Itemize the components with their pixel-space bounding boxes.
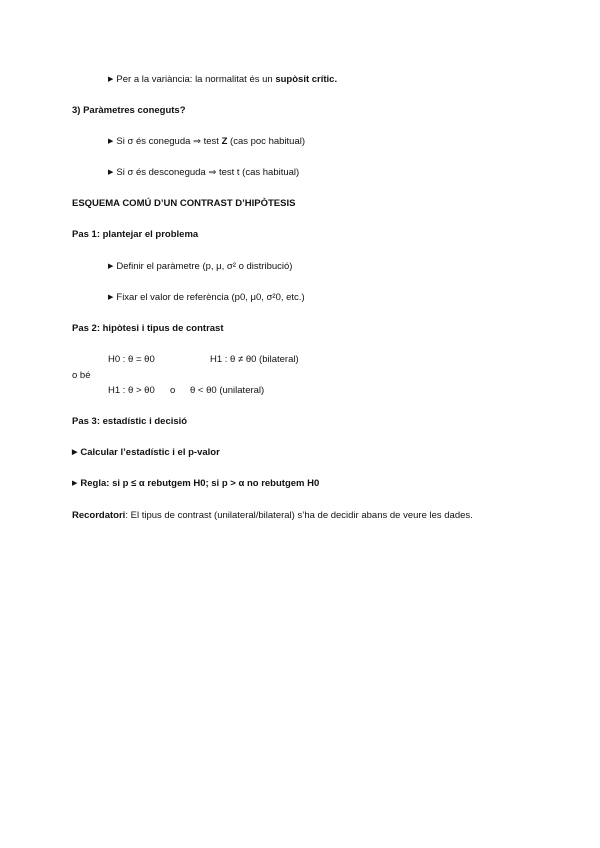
or-text: o — [170, 385, 176, 396]
step2-heading — [72, 323, 224, 335]
define-parameter-text: Definir el paràmetre (p, μ, σ² o distribució) — [116, 261, 293, 272]
hypothesis-line-unilateral-b — [190, 385, 264, 397]
or-else-text — [72, 370, 91, 382]
hypothesis-line-bilateral-alt — [210, 354, 299, 366]
rule-text: : si p ≤ α rebutgem H0; si p > α no rebutgem H0 — [106, 478, 320, 489]
bullet-line-calculate — [72, 447, 220, 459]
bullet-line-variance — [108, 74, 337, 86]
hypothesis-or — [170, 385, 175, 397]
bullet-line-reference-value — [108, 292, 305, 304]
bullet-line-rule — [72, 478, 319, 490]
bullet-icon: ▶ — [72, 480, 78, 487]
null-hypothesis: H0 : θ = θ0 — [108, 354, 155, 365]
step1-heading — [72, 229, 198, 241]
hypothesis-line-bilateral — [108, 354, 155, 366]
step2-label: Pas 2 — [72, 323, 97, 334]
step1-label: Pas 1 — [72, 229, 97, 240]
bullet-icon: ▶ — [108, 76, 114, 83]
sigma-known-bold: Z — [221, 136, 228, 147]
schema-heading — [72, 198, 295, 210]
step3-label: Pas 3 — [72, 416, 97, 427]
reminder-label: Recordatori — [72, 510, 126, 521]
section-heading: 3) Paràmetres coneguts? — [72, 105, 186, 116]
alt-hypothesis-bilateral: H1 : θ ≠ θ0 (bilateral) — [210, 354, 299, 365]
bullet-line-sigma-unknown — [108, 167, 299, 179]
variance-note-text: Per a la variància: la normalitat és un — [116, 74, 276, 85]
schema-heading-text: ESQUEMA COMÚ D’UN CONTRAST D’HIPÒTESIS — [72, 198, 296, 209]
step3-heading — [72, 416, 187, 428]
step1-text: : plantejar el problema — [96, 229, 199, 240]
alt-hypothesis-less: θ < θ0 (unilateral) — [190, 385, 265, 396]
bullet-line-sigma-known — [108, 136, 305, 148]
calculate-text: Calcular l’estadístic i el p-valor — [80, 447, 220, 458]
sigma-known-text: Si σ és coneguda ⇒ test — [116, 136, 222, 147]
step3-text: : estadístic i decisió — [96, 416, 188, 427]
bullet-icon: ▶ — [108, 138, 114, 145]
section-known-parameters — [72, 105, 186, 117]
sigma-unknown-text: Si σ és desconeguda ⇒ test t (cas habitual) — [116, 167, 300, 178]
reminder-text: : El tipus de contrast (unilateral/bilateral) s’ha de decidir abans de veure les dades. — [125, 510, 473, 521]
reference-value-text: Fixar el valor de referència (p0, μ0, σ²0, etc.) — [116, 292, 305, 303]
bullet-icon: ▶ — [108, 263, 114, 270]
hypothesis-line-unilateral — [108, 385, 155, 397]
sigma-known-suffix: (cas poc habitual) — [227, 136, 306, 147]
variance-note-bold: supòsit crític. — [275, 74, 338, 85]
bullet-line-define-parameter — [108, 261, 292, 273]
bullet-icon: ▶ — [72, 449, 78, 456]
bullet-icon: ▶ — [108, 294, 114, 301]
step2-text: : hipòtesi i tipus de contrast — [96, 323, 224, 334]
alt-hypothesis-greater: H1 : θ > θ0 — [108, 385, 155, 396]
or-else: o bé — [72, 370, 91, 381]
rule-label: Regla — [80, 478, 107, 489]
reminder-line — [72, 510, 473, 522]
bullet-icon: ▶ — [108, 169, 114, 176]
